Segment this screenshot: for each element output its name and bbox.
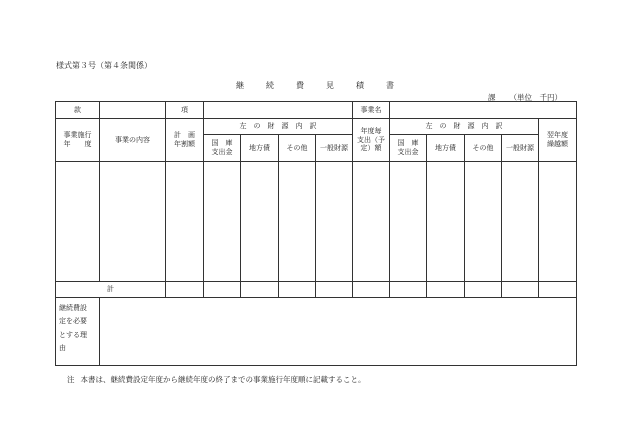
header-carryover: 翌年度 繰越額 xyxy=(539,119,577,162)
total-label: 計 xyxy=(56,282,166,298)
header-funding: 左 の 財 源 内 訳 xyxy=(204,119,353,135)
title-char: 書 xyxy=(386,81,394,90)
cell[interactable] xyxy=(204,162,241,282)
cell[interactable] xyxy=(465,282,502,298)
cell[interactable] xyxy=(241,162,279,282)
title-char: 続 xyxy=(266,81,274,90)
note-label: 注 xyxy=(67,375,75,384)
header-content: 事業の内容 xyxy=(100,119,166,162)
note-text: 本書は、継続費設定年度から継続年度の終了までの事業施行年度順に記載すること。 xyxy=(80,375,366,384)
cell[interactable] xyxy=(353,282,390,298)
reason-row xyxy=(56,298,577,366)
cell[interactable] xyxy=(427,282,465,298)
cell[interactable] xyxy=(279,282,316,298)
estimate-table xyxy=(55,101,577,366)
cell[interactable] xyxy=(316,162,353,282)
jigyoumei-label: 事業名 xyxy=(353,102,390,119)
kou-value[interactable] xyxy=(204,102,353,119)
header-annual-expense: 年度毎 支出（予 定）額 xyxy=(353,119,390,162)
cell[interactable] xyxy=(241,282,279,298)
kan-value[interactable] xyxy=(100,102,166,119)
reason-label: 継続費設 定を必要 とする理 由 xyxy=(56,298,100,366)
cell[interactable] xyxy=(56,162,100,282)
cell[interactable] xyxy=(427,162,465,282)
cell[interactable] xyxy=(539,282,577,298)
title-char: 費 xyxy=(296,81,304,90)
header-general-2: 一般財源 xyxy=(502,135,539,162)
title-char: 見 xyxy=(326,81,334,90)
cell[interactable] xyxy=(502,162,539,282)
cell[interactable] xyxy=(465,162,502,282)
cell[interactable] xyxy=(279,162,316,282)
jigyoumei-value[interactable] xyxy=(390,102,577,119)
data-row xyxy=(56,162,577,282)
cell[interactable] xyxy=(390,282,427,298)
header-funding-2: 左 の 財 源 内 訳 xyxy=(390,119,539,135)
cell[interactable] xyxy=(166,162,204,282)
cell[interactable] xyxy=(166,282,204,298)
header-local-bond-2: 地方債 xyxy=(427,135,465,162)
header-plan-total: 計 画 年割額 xyxy=(166,119,204,162)
form-number: 様式第３号（第４条関係） xyxy=(56,61,152,70)
total-row xyxy=(56,282,577,298)
kou-label: 項 xyxy=(166,102,204,119)
footnote xyxy=(67,374,366,385)
header-year: 事業施行 年 度 xyxy=(56,119,100,162)
header-national-2: 国 庫 支出金 xyxy=(390,135,427,162)
cell[interactable] xyxy=(502,282,539,298)
cell[interactable] xyxy=(204,282,241,298)
cell[interactable] xyxy=(353,162,390,282)
cell[interactable] xyxy=(100,162,166,282)
header-other: その他 xyxy=(279,135,316,162)
kan-label: 款 xyxy=(56,102,100,119)
dept-label: 課 xyxy=(488,93,496,102)
cell[interactable] xyxy=(316,282,353,298)
title-char: 積 xyxy=(356,81,364,90)
cell[interactable] xyxy=(390,162,427,282)
cell[interactable] xyxy=(539,162,577,282)
header-local-bond: 地方債 xyxy=(241,135,279,162)
title-char: 継 xyxy=(236,81,244,90)
unit-text: （単位 千円） xyxy=(509,93,562,102)
header-national: 国 庫 支出金 xyxy=(204,135,241,162)
document-title xyxy=(0,80,630,91)
header-other-2: その他 xyxy=(465,135,502,162)
reason-value[interactable] xyxy=(100,298,577,366)
header-general: 一般財源 xyxy=(316,135,353,162)
